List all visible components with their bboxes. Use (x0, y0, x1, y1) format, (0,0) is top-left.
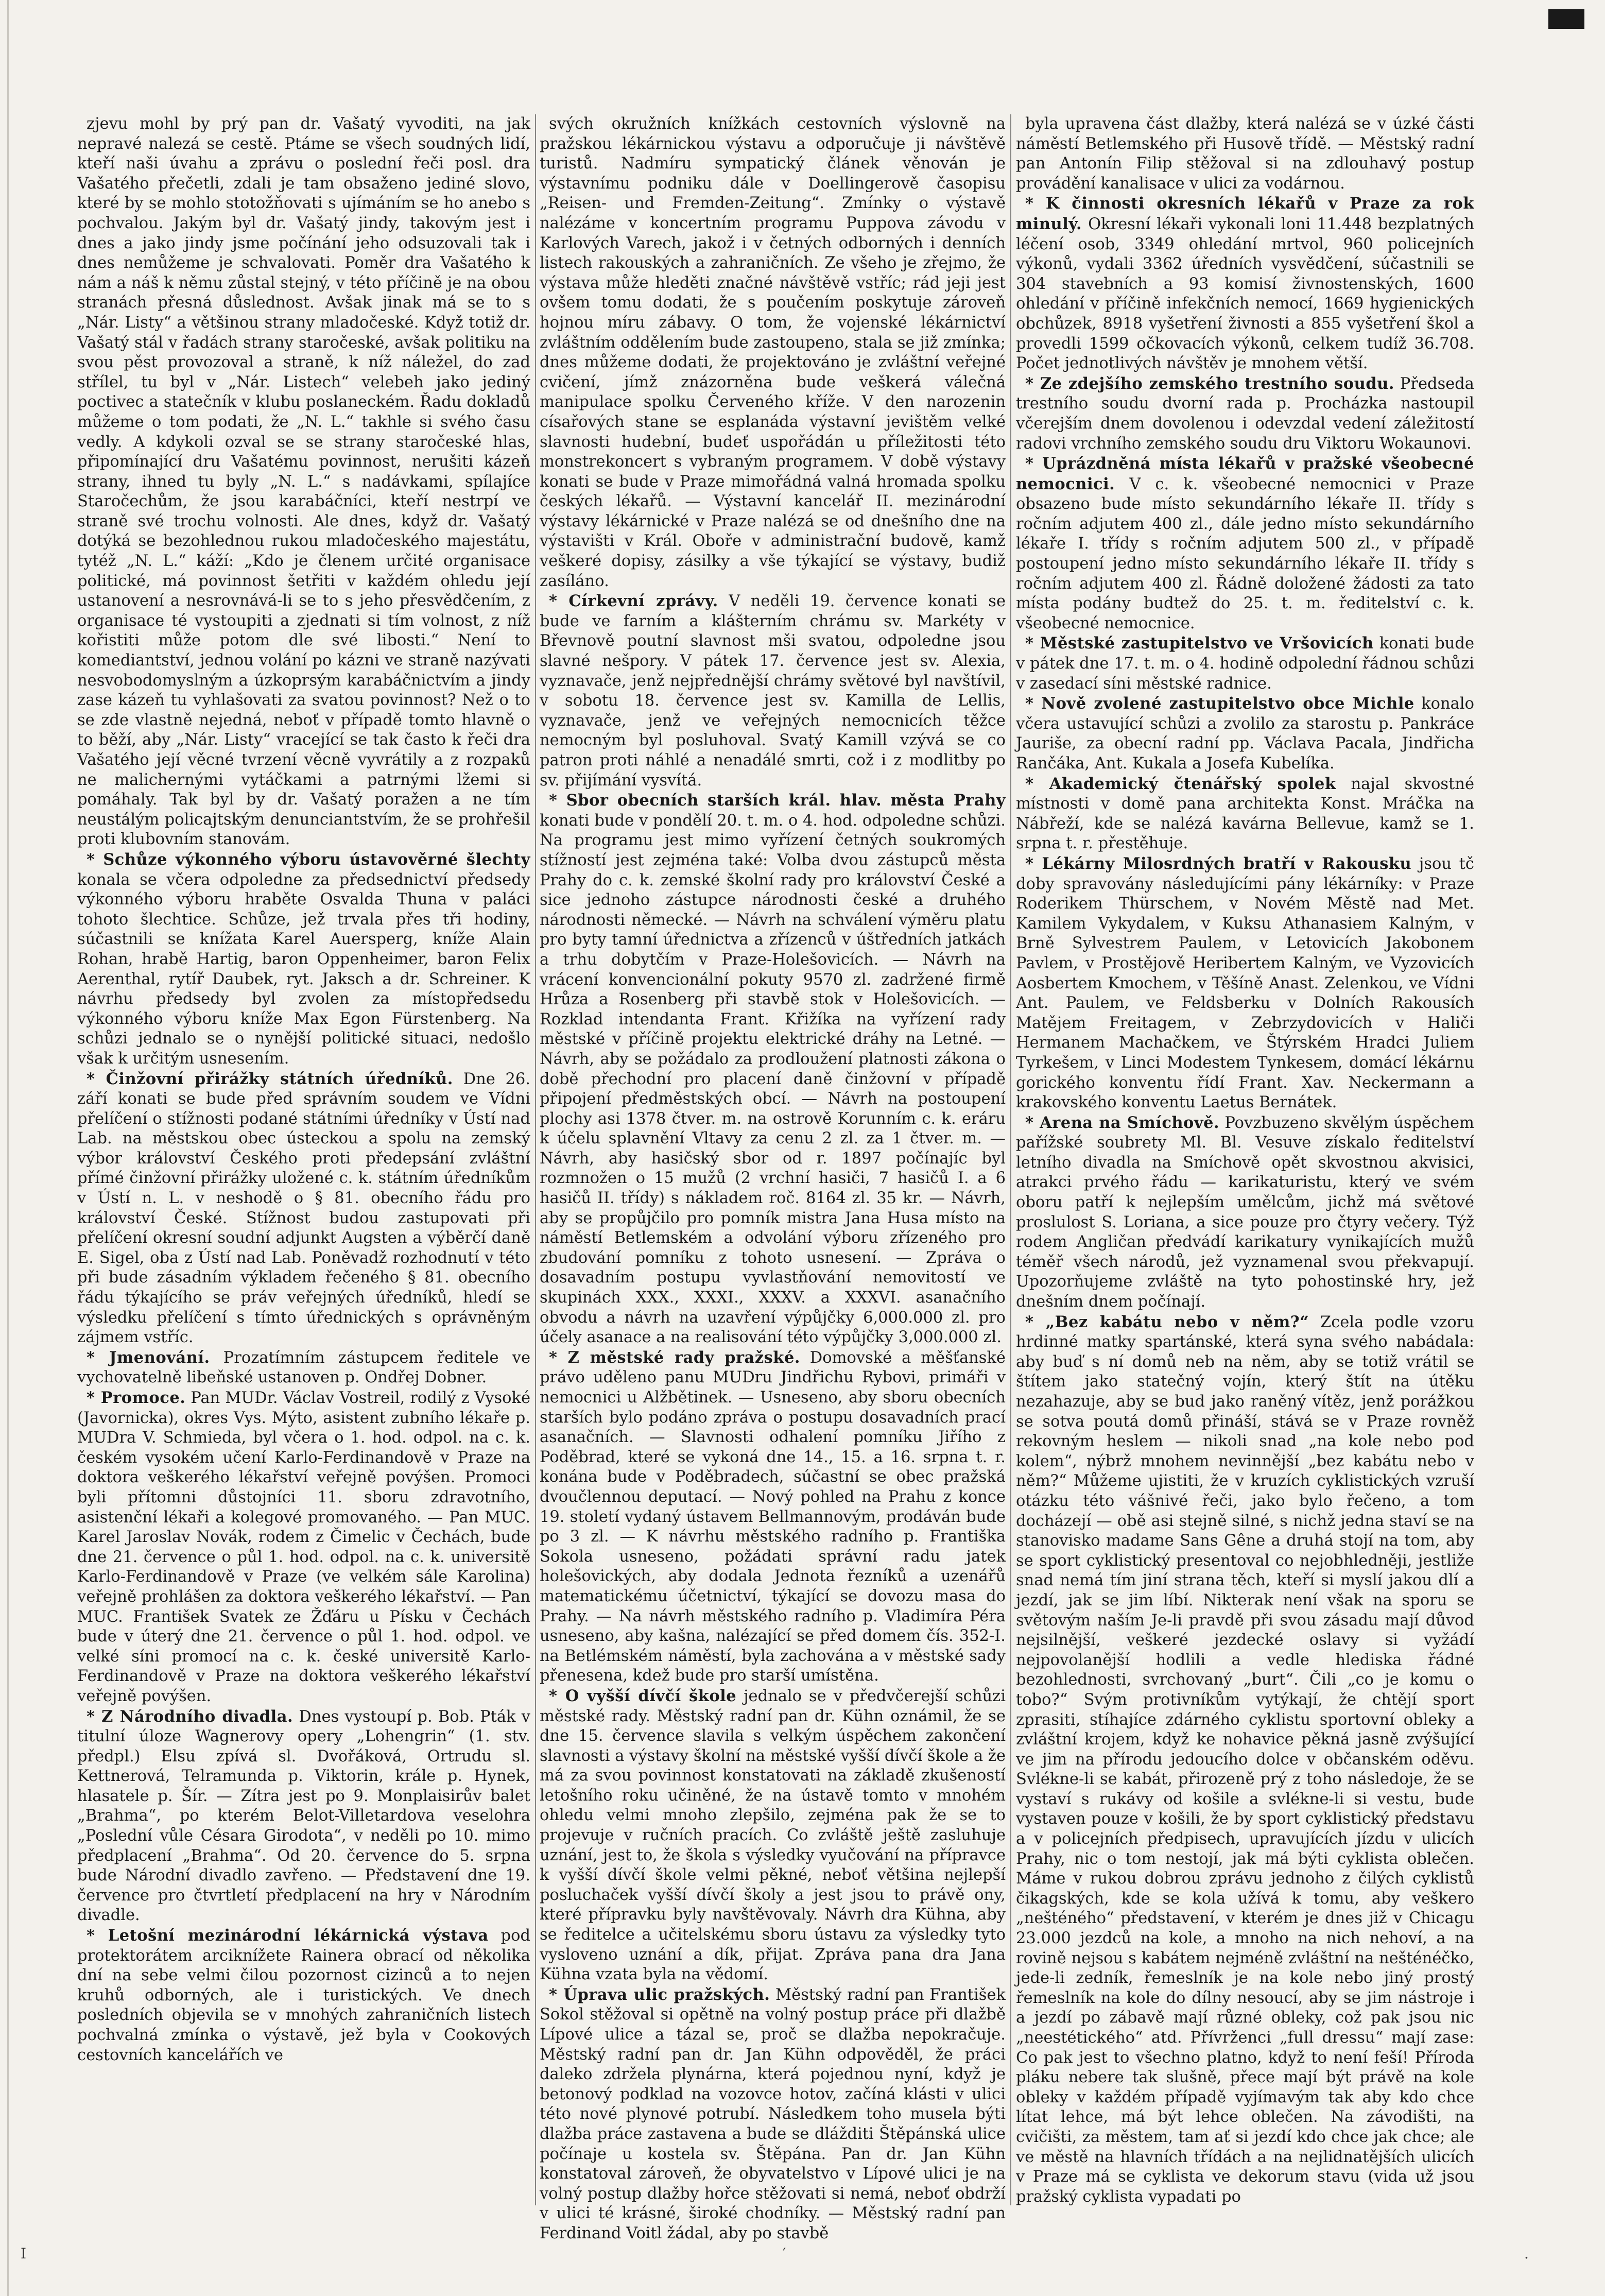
article-text: jsou tč doby spravovány následujícími pány lékárníky: v Praze Roderikem Thürschem, v Novém Městě nad Met. Kamilem Vykydalem, v Kuksu Athanasiem Kalným, v Brně Sylvestrem Paulem, v Letovicích Jakobonem Pavlem, v Prostějově Heribertem Kalným, ve Vyzovicích Aosbertem Kmochem, v Těšíně Anast. Zelenkou, ve Vídni Ant. Paulem, ve Feldsberku v Dolních Rakousích Matějem Freitagem, v Zebrzydovicích v Haliči Hermanem Machačkem, ve Štýrském Hradci Juliem Tyrkešem, v Linci Modestem Tynkesem, domácí lékárnu gorického konventu řídí Frant. Xav. Neckermann a krakovského konventu Laetus Bernátek. (1016, 854, 1474, 1112)
article-heading: * „Bez kabátu nebo v něm?“ (1025, 1312, 1309, 1331)
article-heading: * Uprázdněná místa lékařů v pražské všeobecné nemocnici. (1016, 454, 1474, 493)
column-rule-1 (535, 114, 536, 2205)
article-text: byla upravena část dlažby, která nalézá se v úzké části náměstí Betlemského při Husově třídě. — Městský radní pan Antonín Filip stěžoval si na zdlouhavý postup provádění kanalisace v ulici za vodárnou. (1016, 115, 1474, 193)
article-text: Městský radní pan František Sokol stěžoval si opětně na volný postup práce při dlažbě Lípové ulice a tázal se, proč se dlažba nepokračuje. Městský radní pan dr. Jan Kühn odpověděl, že práci daleko zdržela plynárna, která pojednou nyní, když je betonový podklad na vozovce hotov, začíná klásti v ulici této nové plynové potrubí. Následkem toho musela býti dlažba práce zastavena a bude se dlážditi Štěpánská ulice počínaje u kostela sv. Štěpána. Pan dr. Jan Kühn konstatoval zároveň, že obyvatelstvo v Lípové ulici je na volný postup dlažby hořce stěžovati si nemá, neboť obdrží v ulici té krásné, široké chodníky. — Městský radní pan Ferdinand Voitl žádal, aby po stavbě (540, 1985, 1006, 2242)
article-heading: * Letošní mezinárodní lékárnická výstava (87, 1926, 489, 1945)
article-text: Okresní lékaři vykonali loni 11.448 bezplatných léčení osob, 3349 ohledání mrtvol, 960 policejních výkonů, vydali 3362 úředních vysvědčení, súčastnili se 304 stavebních a 93 komisí živnostenských, 1600 ohledání v příčině infekčních nemocí, 1669 hygienických obchůzek, 8918 vyšetření živnosti a 855 vyšetření škol a provedli 1599 očkovacích výkonů, celkem tudíž 36.708. Počet jednotlivých návštěv je mnohem větší. (1016, 215, 1474, 373)
article-text: Předseda trestního soudu dvorní rada p. Procházka nastoupil včerejším dnem dovolenou i odevzdal vedení záležitostí radovi vrchního zemského soudu dru Viktoru Wokaunovi. (1016, 374, 1474, 453)
article-paragraph (1016, 774, 1474, 854)
article-heading: * Z městské rady pražské. (549, 1348, 800, 1367)
article-text: Dne 26. září konati se bude před správním soudem ve Vídni přelíčení o stížnosti podané státními úředníky v Ústí nad Lab. na městskou obec ústeckou a spolu na zemský výbor království Českého proti předepsání zvláštní přímé činžovní přirážky uložené c. k. státním úředníkům v Ústí n. L. v neshodě o § 81. obecního řádu pro království České. Stížnost budou zastupovati při přelíčení okresní soudní adjunkt Augsten a výběrčí daně E. Sigel, oba z Ústí nad Lab. Poněvadž rozhodnutí v této při bude zásadním výkladem řečeného § 81. obecního řádu týkajícího se práv veřejných úředníků, hledí se výsledku přelíčení s tímto úřednických s oprávněným zájmem vstříc. (77, 1070, 530, 1347)
article-heading: * Ze zdejšího zemského trestního soudu. (1025, 374, 1394, 393)
column-1 (77, 114, 530, 2205)
article-paragraph (77, 114, 530, 850)
article-heading: * Církevní zprávy. (549, 592, 718, 611)
article-paragraph (77, 1388, 530, 1707)
article-text: konalo včera ustavující schůzi a zvolilo za starostu p. Pankráce Jauriše, za obecní radní pp. Václava Pacala, Jindřicha Rančáka, Ant. Kukala a Josefa Kubelíka. (1016, 695, 1474, 773)
article-heading: * Nově zvolené zastupitelstvo obce Michle (1025, 694, 1414, 713)
article-paragraph (1016, 854, 1474, 1113)
article-text: zjevu mohl by prý pan dr. Vašatý vyvoditi, na jak nepravé nalezá se cestě. Ptáme se všech soudných lidí, kteří naši úvahu a zprávu o poslední řeči posl. dra Vašatého přečetli, zdali je tam obsaženo jediné slovo, které by se mohlo stotožňovati s ujímáním se ho anebo s pochvalou. Jakým byl dr. Vašatý jindy, takovým jest i dnes a jako jindy jsme počínání jeho odsuzovali tak i dnes nemůžeme je schvalovati. Poměr dra Vašatého k nám a náš k němu zůstal stejný, v této příčině je na obou stranách přesná důslednost. Avšak jinak má se to s „Nár. Listy“ a většinou strany mladočeské. Když totiž dr. Vašatý stál v řadách strany staročeské, avšak politiku na svou pěst provozoval a straně, k níž náležel, do zad střílel, tu byl v „Nár. Listech“ velebeh jako jediný poctivec a statečník v klubu poslaneckém. Řadu dokladů můžeme o tom podati, že „N. L.“ takhle si svého času vedly. A kdykoli ozval se se strany staročeské hlas, připomínající dru Vašatému povinnost, nerušiti kázeň strany, ihned tu byly „N. L.“ s nadávkami, spílajíce Staročechům, že jsou karabáčníci, kteří nestrpí ve straně své trochu volnosti. Ale dnes, když dr. Vašatý dotýká se bezohlednou rukou mladočeského majestátu, tytéž „N. L.“ káží: „Kdo je členem určité organisace politické, má povinnost šetřiti v každém ohledu její ustanovení a nesrovnává-li se to s jeho přesvědčením, z organisace té vystoupiti a zjednati si tím volnost, z níž kořistiti může potom dle své libosti.“ Není to komediantství, jednou volání po kázni ve straně nazývati nesvobodomyslným a úzkoprsým karabáčnictvím a jindy zase kázeň tu vyhlašovati za svatou povinnost? Než o to se zde vlastně nejedná, neboť v případě tomto hlavně o to běží, aby „Nár. Listy“ vracející se tak často k řeči dra Vašatého její věcné tvrzení věcně vyvrátily a z rozpaků ne malichernými vytáčkami a patrnými lžemi si pomáhaly. Tak byl by dr. Vašatý poražen a ne tím neustálým policajtským denunciantstvím, že se prohřešil proti klubovním stanovám. (77, 115, 530, 849)
article-paragraph (1016, 454, 1474, 633)
column-2 (540, 114, 1006, 2242)
article-heading: * K činnosti okresních lékařů v Praze za rok minulý. (1016, 194, 1474, 233)
article-paragraph (1016, 374, 1474, 454)
article-paragraph (77, 850, 530, 1069)
margin-mark-left: I (21, 2245, 27, 2262)
article-heading: * Městské zastupitelstvo ve Vršovicích (1025, 634, 1374, 653)
article-heading: * Úprava ulic pražských. (549, 1985, 770, 2004)
article-paragraph (77, 1348, 530, 1388)
margin-mark-center: ′ (783, 2245, 786, 2262)
registration-mark (1548, 9, 1584, 29)
article-paragraph (1016, 114, 1474, 194)
article-heading: * Činžovní přirážky státních úředníků. (87, 1069, 453, 1088)
article-text: V neděli 19. července konati se bude ve farním a klášterním chrámu sv. Markéty v Břevnově poutní slavnost mši svatou, odpoledne jsou slavné nešpory. V pátek 17. července jest sv. Alexia, vyznavače, jenž nejpřednější chrámy světové byl navštívil, v sobotu 18. července jest sv. Kamilla de Lellis, vyznavače, jenž ve veřejných nemocnicích těžce nemocným byl posluhoval. Svatý Kamill vzývá se co patron proti náhlé a nenadálé smrti, což i z modlitby po sv. přijímání vysvítá. (540, 592, 1006, 790)
article-text: konati bude v pátek dne 17. t. m. o 4. hodině odpolední řádnou schůzi v zasedací síni městské radnice. (1016, 635, 1475, 693)
article-text: Pan MUDr. Václav Vostreil, rodilý z Vysoké (Javornicka), okres Vys. Mýto, asistent zubního lékaře p. MUDra V. Schmieda, byl včera o 1. hod. odpol. na c. k. českém vysokém učení Karlo-Ferdinandově v Praze na doktora veškerého lékařství veřejně povýšen. Promoci byli přítomni důstojníci 11. sboru zdravotního, asistenční lékaři a kolegové promovaného. — Pan MUC. Karel Jaroslav Novák, rodem z Čimelic v Čechách, bude dne 21. července o půl 1. hod. odpol. na c. k. universitě Karlo-Ferdinandově v Praze (ve velkém sále Karolina) veřejně prohlášen za doktora veškerého lékařství. — Pan MUC. František Svatek ze Žďáru u Písku v Čechách bude v úterý dne 21. července o půl 1. hod. odpol. ve velké síni promocí na c. k. české universitě Karlo-Ferdinandově v Praze na doktora veškerého lékařství veřejně povýšen. (77, 1389, 530, 1705)
article-paragraph (1016, 194, 1474, 373)
article-heading: * O vyšší dívčí škole (549, 1686, 737, 1705)
article-text: svých okružních knížkách cestovních výslovně na pražskou lékárnickou výstavu a odporučuje ji návštěvě turistů. Nadmíru sympatický článek věnován je výstavnímu podniku dále v Doellingerově časopisu „Reisen- und Fremden-Zeitung“. Zmínky o výstavě nalézáme v koncertním programu Puppova závodu v Karlových Varech, jakož i v četných odborných i denních listech rakouských a zahraničních. Ze všeho je zřejmo, že výstava může hleděti značné návštěvě vstříc; rád jeji jest ovšem tomu dodati, že s poučením poskytuje zároveň hojnou míru zábavy. O tom, že vojenské lékárnictví zvláštním oddělením bude zastoupeno, stala se již zmínka; dnes můžeme dodati, že projektováno je zvláštní veřejné cvičení, jímž znázorněna bude veškerá válečná manipulace spolku Červeného kříže. V den narozenin císařových stane se esplanáda výstavní jevištěm velké slavnosti hudební, budeť uspořádán u příležitosti této monstrekoncert s vybraným programem. V době výstavy konati se bude v Praze mimořádná valná hromada spolku českých lékařů. — Výstavní kancelář II. mezinárodní výstavy lékárnické v Praze nalézá se od dnešního dne na výstavišti v Král. Oboře v administrační budově, kamž veškeré dopisy, zásilky a vše týkající se výstavy, budiž zasíláno. (540, 115, 1006, 590)
article-heading: * Sbor obecních starších král. hlav. města Prahy (549, 791, 1006, 810)
scan-edge (7, 0, 9, 2296)
article-paragraph (77, 1069, 530, 1348)
article-heading: * Schůze výkonného výboru ústavověrné šlechty (87, 850, 530, 869)
article-heading: * Z Národního divadla. (87, 1707, 294, 1726)
article-text: jednalo se v předvčerejší schůzi městské rady. Městský radní pan dr. Kühn oznámil, že se dne 15. července slavila s velkým úspěchem zakončení slavnosti a výstavy školní na městské vyšší dívčí škole a že má za svou povinnost konstatovati na základě zkušeností letošního roku učiněné, že na ústavě tomto v mnohém ohledu velmi mnoho zlepšilo, zejména pak že se to projevuje v ručních pracích. Co zvláště ještě zasluhuje uznání, jest to, že škola s výsledky vyučování na přípravce k vyšší dívčí škole velmi pěkné, neboť většina nejlepší posluchaček vyšší dívčí školy a jest jsou to právě ony, které přípravku byly navštěvovaly. Návrh dra Kühna, aby se ředitelce a učitelskému sboru ústavu za výsledky tyto vysloveno uznání a dík, přijat. Zpráva pana dra Jana Kühna vzata byla na vědomí. (540, 1687, 1006, 1984)
article-text: Dnes vystoupí p. Bob. Pták v titulní úloze Wagnerovy opery „Lohengrin“ (1. stv. předpl.) Elsu zpívá sl. Dvořáková, Ortrudu sl. Kettnerová, Telramunda p. Viktorin, krále p. Hynek, hlasatele p. Šír. — Zítra jest po 9. Monplaisirův balet „Brahma“, po kterém Belot-Villetardova veselohra „Poslední vůle Césara Girodota“, v neděli po 10. mimo předplacení „Brahma“. Od 20. července do 5. srpna bude Národní divadlo zavřeno. — Představení dne 19. července pro čtvrtletí předplacení na hry v Národním divadle. (77, 1707, 530, 1925)
article-paragraph (1016, 694, 1474, 774)
article-paragraph (1016, 1312, 1474, 2207)
article-paragraph (1016, 1113, 1474, 1312)
article-paragraph (1016, 633, 1474, 694)
article-paragraph (540, 791, 1006, 1348)
article-heading: * Promoce. (87, 1389, 186, 1407)
article-text: najal skvostné místnosti v domě pana architekta Konst. Mráčka na Nábřeží, kde se nalézá kavárna Bellevue, kamž se 1. srpna t. r. přestěhuje. (1016, 775, 1474, 853)
article-heading: * Jmenování. (87, 1348, 210, 1367)
article-paragraph (540, 1985, 1006, 2244)
article-text: konati bude v pondělí 20. t. m. o 4. hod. odpoledne schůzi. Na programu jest mimo vyřízení četných soukromých stížností jest zejména také: Volba dvou zástupců města Prahy do c. k. zemské školní rady pro království České a sice jednoho zástupce národnosti české a druhého národnosti německé. — Návrh na schválení výměru platu pro byty tamní úřednictva a zřízenců v úštředních jatkách a trhu dobytčím v Praze-Holešovicích. — Návrh na vrácení konvencionální pokuty 9570 zl. zadržené firmě Hrůza a Rosenberg při stavbě stok v Holešovicích. — Rozklad intendanta Frant. Křižíka na vyřízení rady městské v příčině projektu elektrické dráhy na Letné. — Návrh, aby se požádalo za prodloužení platnosti zákona o době přechodní pro placení daně činžovní v případě připojení předměstských obcí. — Návrh na postoupení plochy asi 1378 čtver. m. na ostrově Korunním c. k. eráru k účelu splavnění Vltavy za cenu 2 zl. za 1 čtver. m. — Návrh, aby hasičský sbor od r. 1897 počínajíc byl rozmnožen o 15 mužů (2 vrchní hasiči, 7 hasičů I. a 6 hasičů II. třídy) s nákladem roč. 8164 zl. 35 kr. — Návrh, aby se propůjčilo pro pomník mistra Jana Husa místo na náměstí Betlemském a odvolání výboru zřízeného pro zbudování pomníku z tohoto usnesení. — Zpráva o dosavadním postupu vyvlastňování nemovitostí ve skupinách XXX., XXXI., XXXV. a XXXVI. asanačního obvodu a návrh na uzavření výpůjčky 6,000.000 zl. pro účely asanace a na realisování této výpůjčky 3,000.000 zl. (540, 811, 1006, 1347)
article-paragraph (540, 114, 1006, 591)
article-paragraph (540, 591, 1006, 791)
article-text: pod protektorátem arciknížete Rainera obrací od několika dní na sebe velmi čilou pozornost cizinců a to nejen kruhů odborných, ale i turistických. Ve dnech posledních objevila se v mnohých zahraničních listech pochvalná zmínka o výstavě, jež byla v Cookových cestovních kancelářích ve (77, 1927, 530, 2064)
article-text: Domovské a měšťanské právo uděleno panu MUDru Jindřichu Rybovi, primáři v nemocnici u Alžbětinek. — Usneseno, aby sboru obecních starších bylo podáno zpráva o postupu dosavadních prací asanačních. — Slavnosti odhalení pomníku Jiřího z Poděbrad, které se vykoná dne 14., 15. a 16. srpna t. r. konána bude v Poděbradech, súčastní se obec pražská dvoučlennou deputací. — Nový pohled na Prahu z konce 19. století vydaný ústavem Bellmannovým, prodáván bude po 3 zl. — K návrhu městského radního p. Františka Sokola usneseno, požádati správní radu jatek holešovických, aby dodala Jednota řezníků a uzenářů matematickému účetnictví, týkající se dovozu masa do Prahy. — Na návrh městského radního p. Vladimíra Péra usneseno, aby kašna, nalézající se před domem čís. 352-I. na Betlémském náměstí, byla zachována a v městské sady přenesena, kdež bude pro starší umístěna. (540, 1348, 1006, 1685)
column-3 (1016, 114, 1474, 2205)
article-paragraph (540, 1348, 1006, 1686)
article-paragraph (77, 1707, 530, 1926)
article-text: Prozatímním zástupcem ředitele ve vychovatelně libeňské ustanoven p. Ondřej Dobner. (77, 1348, 530, 1387)
article-text: V c. k. všeobecné nemocnici v Praze obsazeno bude místo sekundárního lékaře II. třídy s ročním adjutem 400 zl., dále jedno místo sekundárního lékaře I. třídy s ročním adjutem 500 zl., v případě postoupení jedno místo sekundárního lékaře II. třídy s ročním adjutem 400 zl. Řádně doložené žádosti za tato místa podány budtež do 25. t. m. ředitelství c. k. všeobecné nemocnice. (1016, 475, 1474, 632)
margin-mark-right: . (1524, 2245, 1529, 2262)
article-text: Povzbuzeno skvělým úspěchem pařížské soubrety Ml. Bl. Vesuve získalo ředitelství letního divadla na Smíchově opět skvostnou akvisici, atrakci prvého řádu — karikaturistu, který ve svém oboru patří k nejlepším umělcům, jichž má světové proslulost S. Loriana, a sice pouze pro čtyry večery. Týž rodem Angličan předvádí karikatury vynikajících mužů téměř všech národů, jež vyznamenal svou překvapují. Upozorňujeme zvláště na tyto pohostinské hry, jež dnešním dnem počínají. (1016, 1113, 1474, 1311)
article-text: Zcela podle vzoru hrdinné matky spartánské, která syna svého nabádala: aby buď s ní domů neb na něm, aby se totiž vrátil se štítem jako statečný vojín, který štít na útěku nezahazuje, aby se bud jako raněný vítěz, jenž porážkou se sotva poutá domů přináší, stává se v Praze rovněž rekovným heslem — nikoli snad „na kole nebo pod kolem“, nýbrž mnohem nevinnější „bez kabátu nebo v něm?“ Můžeme ujistiti, že v kruzích cyklistických vzruší otázku této vášnivé řeči, jako bylo řečeno, a tom docházejí — obě asi stejně silné, s nichž jedna staví se na stanovisko madame Sans Gêne a druhá stojí na tom, aby se sport cyklistický presentoval co nejobhledněji, jestliže snad nemá tím jiní strana těch, kteří si myslí jakou dlí a jezdí, jak se jim líbí. Nikterak není však na sporu se světovým naším Je-li pravdě při svou zásadu mají důvod nejsilnější, veškeré jezdecké oslavy si vyžádí nejpovolanější hodlili a vedle hlediska řádné bezohlednosti, svrchovaný „burt“. Čili „co je komu o tobo?“ Svým protivníkům vytýkají, že chtějí sport zprasiti, stíhajíce zdárného cyklistu sportovní obleky a zvláštní krojem, když ke nohavice pěkná jasně zvýšující ve jim na přírodu jedoucího dolce v občanském oděvu. Svlékne-li se kabát, přirozeně prý z toho následoje, že se vystaví s rukávy od košile a svlékne-li si vestu, bude vystaven pouze v košili, že by sport cyklistický představu a v policejních předpisech, upravujících jízdu v ulicích Prahy, nic o tom nestojí, jak má býti cyklista oblečen. Máme v rukou dobrou zprávu jednoho z čilých cyklistů čikagských, kde se kola užívá k tomu, aby veškero „nešténého“ představení, v kterém je dnes již v Chicagu 23.000 jezdců na kole, a mnoho na nich nehoví, a na rovině nejsou s kabátem nejméně zvláštní na nešténéčko, jede-li zedník, řemeslník je na kole nebo jiný prostý řemeslník na kole do dílny nesoucí, aby se jim nástroje i a jezdí po zábavě mají různé obleky, což pak jsou nic „neestétického“ atd. Přívrženci „full dressu“ mají zase: Co pak jest to všechno platno, když to není feší! Příroda pláku nebere tak slušně, přece mají být právě na kole obleky v každém případě vyjímavým tak aby kdo chce lítat lehce, má být lehce oblečen. Na závodišti, na cvičišti, za městem, tam ať si jezdí kdo chce jak chce; ale ve městě na hlavních třídách a na nejlidnatějších ulicích v Praze má se cyklista ve dekorum stavu (vida už jsou pražský cyklista vypadati po (1016, 1313, 1474, 2206)
article-text: konala se včera odpoledne za předsednictví předsedy výkonného výboru hraběte Osvalda Thuna v paláci tohoto šlechtice. Schůze, jež trvala přes tři hodiny, súčastnili se knížata Karel Auersperg, kníže Alain Rohan, hrabě Hartig, baron Oppenheimer, baron Felix Aerenthal, rytíř Daubek, ryt. Jaksch a dr. Schreiner. K návrhu předsedy byl zvolen za místopředsedu výkonného výboru kníže Max Egon Fürstenberg. Na schůzi jednalo se o nynější politické situaci, nedošlo však k určitým usnesením. (77, 870, 530, 1068)
article-heading: * Arena na Smíchově. (1025, 1113, 1220, 1132)
article-paragraph (540, 1686, 1006, 1985)
column-rule-2 (1010, 114, 1011, 2205)
article-paragraph (77, 1926, 530, 2065)
article-heading: * Lékárny Milosrdných bratří v Rakousku (1025, 854, 1412, 873)
article-heading: * Akademický čtenářský spolek (1025, 774, 1336, 793)
